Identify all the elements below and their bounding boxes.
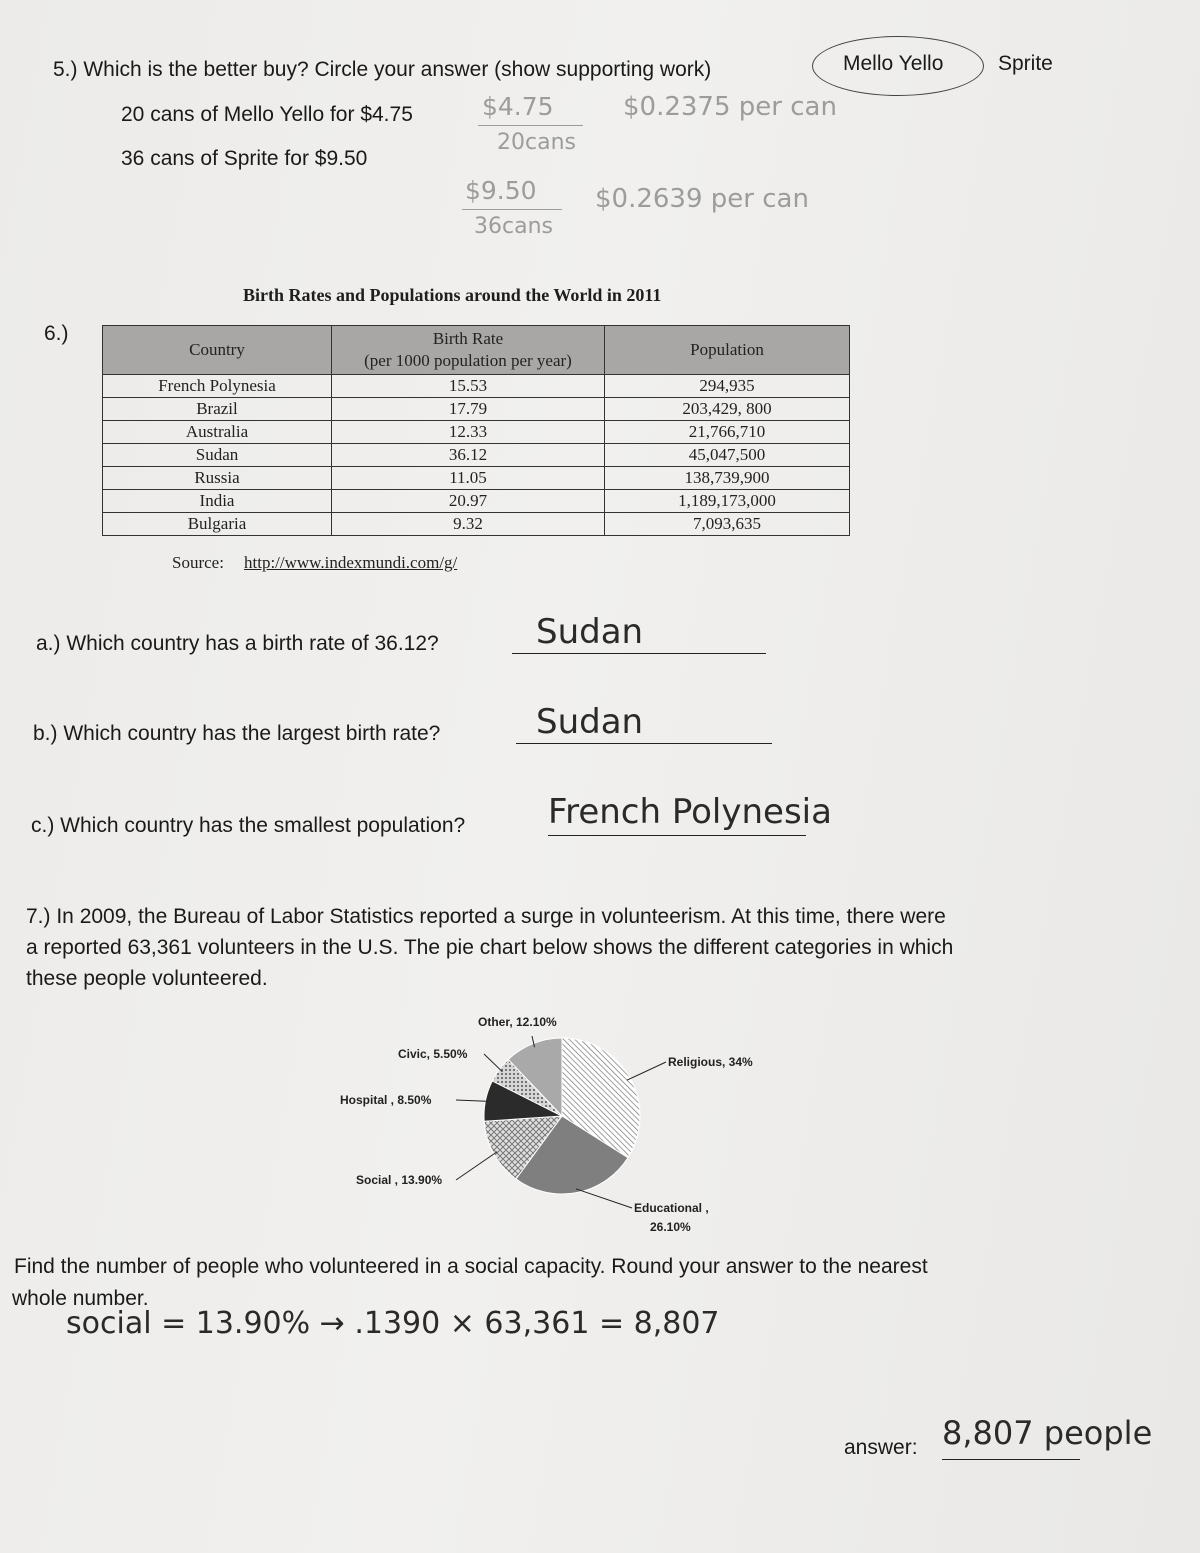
header-birth-rate: [332, 326, 605, 375]
leader-line-social: [456, 1152, 497, 1180]
work-b-numerator: $9.50: [465, 176, 537, 205]
header-birth-rate-line1: Birth Rate: [432, 329, 504, 348]
pie-label-religious: Religious, 34%: [668, 1055, 753, 1069]
cell-population: 45,047,500: [605, 444, 850, 467]
work-b-denominator: 36cans: [474, 214, 553, 239]
cell-country: Brazil: [103, 398, 332, 421]
q6c-question: c.) Which country has the smallest population?: [31, 814, 466, 837]
work-a-numerator: $4.75: [482, 92, 554, 121]
leader-line-educational: [576, 1189, 632, 1208]
pie-label-educational-pct: 26.10%: [650, 1220, 691, 1234]
q6c-answer-line: [548, 835, 806, 836]
cell-population: 138,739,900: [605, 467, 850, 490]
cell-population: 7,093,635: [605, 513, 850, 536]
answer-label: answer:: [844, 1436, 918, 1459]
cell-country: Australia: [103, 421, 332, 444]
final-answer[interactable]: 8,807 people: [942, 1414, 1153, 1452]
header-country: Country: [103, 326, 332, 375]
header-population: Population: [605, 326, 850, 375]
q7-work: social = 13.90% → .1390 × 63,361 = 8,807: [66, 1306, 720, 1341]
table-row: [103, 490, 850, 513]
cell-country: Sudan: [103, 444, 332, 467]
q7-paragraph-line3: these people volunteered.: [26, 967, 268, 990]
pie-label-civic: Civic, 5.50%: [398, 1047, 468, 1061]
cell-population: 1,189,173,000: [605, 490, 850, 513]
work-a-result: $0.2375 per can: [623, 92, 837, 122]
table-row: [103, 467, 850, 490]
answer-line: [942, 1459, 1080, 1460]
cell-birth-rate: 20.97: [332, 490, 605, 513]
q7-find-line1: Find the number of people who volunteered in a social capacity. Round your answer to the nearest: [14, 1255, 928, 1278]
q6c-answer[interactable]: French Polynesia: [548, 792, 832, 832]
cell-birth-rate: 12.33: [332, 421, 605, 444]
cell-population: 294,935: [605, 375, 850, 398]
cell-birth-rate: 11.05: [332, 467, 605, 490]
table-row: [103, 444, 850, 467]
birth-rate-table: [102, 325, 850, 536]
q6-number: 6.): [44, 322, 69, 345]
q7-paragraph-line2: a reported 63,361 volunteers in the U.S. The pie chart below shows the different categories in which: [26, 936, 954, 959]
work-a-denominator: 20cans: [497, 130, 576, 155]
cell-birth-rate: 15.53: [332, 375, 605, 398]
cell-country: India: [103, 490, 332, 513]
pie-label-social: Social , 13.90%: [356, 1173, 443, 1187]
work-a-fraction-bar: [478, 125, 583, 126]
cell-country: Russia: [103, 467, 332, 490]
table-header-row: [103, 326, 850, 375]
table-row: [103, 375, 850, 398]
q5-line-mello-yello: 20 cans of Mello Yello for $4.75: [121, 103, 413, 126]
cell-country: Bulgaria: [103, 513, 332, 536]
option-mello-yello[interactable]: Mello Yello: [843, 52, 944, 75]
cell-population: 21,766,710: [605, 421, 850, 444]
q6b-answer-line: [516, 743, 772, 744]
q7-paragraph-line1: 7.) In 2009, the Bureau of Labor Statistics reported a surge in volunteerism. At this time, there were: [26, 905, 946, 928]
pie-label-other: Other, 12.10%: [478, 1015, 557, 1029]
q6b-question: b.) Which country has the largest birth rate?: [33, 722, 441, 745]
leader-line-hospital: [456, 1100, 489, 1101]
cell-birth-rate: 9.32: [332, 513, 605, 536]
pie-slices: [484, 1038, 640, 1194]
work-b-result: $0.2639 per can: [595, 184, 809, 214]
table-row: [103, 421, 850, 444]
cell-population: 203,429, 800: [605, 398, 850, 421]
pie-label-hospital: Hospital , 8.50%: [340, 1093, 432, 1107]
option-sprite[interactable]: Sprite: [998, 52, 1053, 75]
table-title: Birth Rates and Populations around the World in 2011: [243, 285, 662, 305]
cell-birth-rate: 17.79: [332, 398, 605, 421]
table-row: [103, 513, 850, 536]
table-row: [103, 398, 850, 421]
volunteer-pie-chart: [320, 1000, 800, 1240]
q6a-answer-line: [512, 653, 766, 654]
q5-line-sprite: 36 cans of Sprite for $9.50: [121, 147, 368, 170]
pie-label-educational: Educational ,: [634, 1201, 709, 1215]
q6b-answer[interactable]: Sudan: [536, 702, 644, 742]
source-label: Source:: [172, 553, 224, 572]
source-link[interactable]: http://www.indexmundi.com/g/: [244, 553, 458, 572]
leader-line-religious: [627, 1062, 666, 1080]
q6a-question: a.) Which country has a birth rate of 36.12?: [36, 632, 439, 655]
q6a-answer[interactable]: Sudan: [536, 612, 644, 652]
cell-country: French Polynesia: [103, 375, 332, 398]
header-birth-rate-line2: (per 1000 population per year): [364, 351, 572, 370]
leader-line-civic: [484, 1054, 503, 1072]
cell-birth-rate: 36.12: [332, 444, 605, 467]
q5-question: 5.) Which is the better buy? Circle your answer (show supporting work): [53, 58, 712, 81]
q7-find-line2: whole number.: [12, 1287, 149, 1310]
work-b-fraction-bar: [462, 209, 562, 210]
